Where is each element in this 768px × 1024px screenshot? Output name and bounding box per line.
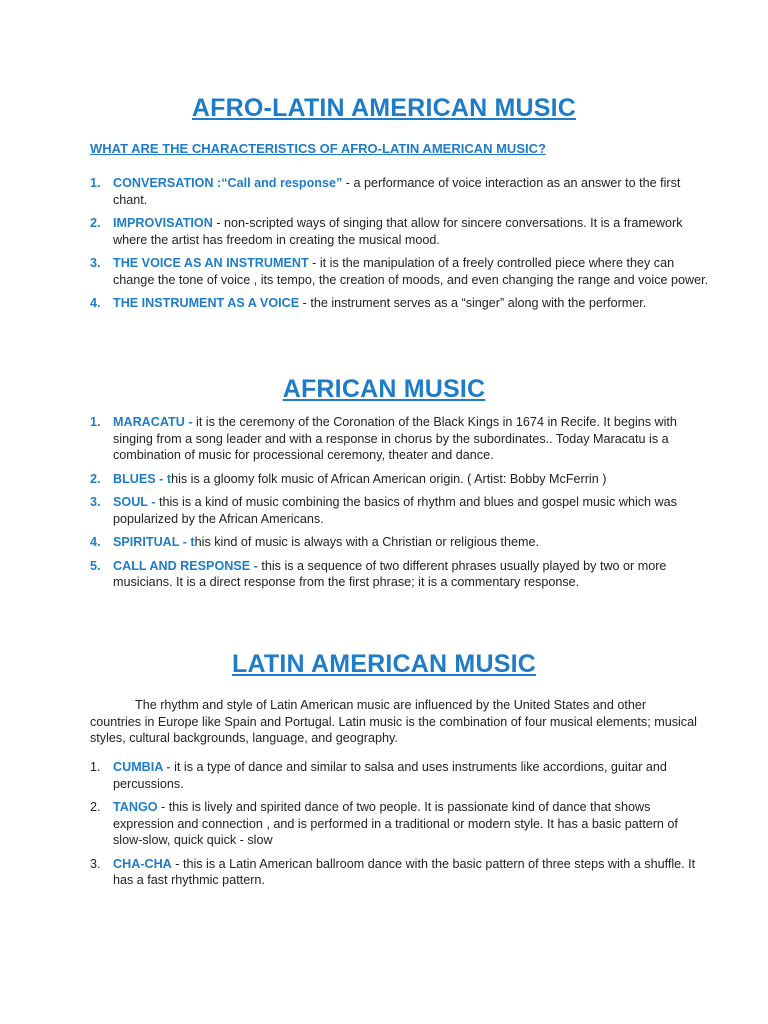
item-number: 2. bbox=[90, 800, 101, 814]
latin-american-music-title: LATIN AMERICAN MUSIC bbox=[232, 650, 536, 678]
item-number: 2. bbox=[90, 471, 101, 486]
item-number: 1. bbox=[90, 176, 101, 190]
item-term: THE INSTRUMENT AS A VOICE bbox=[113, 296, 300, 310]
latin-intro-paragraph: The rhythm and style of Latin American music are influenced by the United States and other countries in Europe like Spain and Portugal. Latin music is the combination of four musical elements; musical styles, cultural backgrounds, language, and geography. bbox=[90, 698, 697, 745]
item-number: 5. bbox=[90, 558, 101, 573]
list-item bbox=[90, 558, 710, 591]
list-item bbox=[90, 759, 710, 792]
item-text: this is a sequence of two different phrases usually played by two or more musicians. It is a direct response from the first phrase; it is a commentary response. bbox=[113, 558, 667, 589]
item-text: - a performance of voice interaction as an answer to the first chant. bbox=[113, 176, 681, 207]
item-text: - non-scripted ways of singing that allow for sincere conversations. It is a framework where the artist has freedom in creating the musical mood. bbox=[113, 216, 683, 247]
item-number: 1. bbox=[90, 415, 101, 429]
item-number: 4. bbox=[90, 535, 101, 549]
item-text: - it is the manipulation of a freely controlled piece where they can change the tone of voice , its tempo, the creation of moods, and even changing the range and voice power. bbox=[113, 256, 709, 287]
african-music-list bbox=[90, 414, 710, 591]
list-item bbox=[90, 856, 710, 889]
characteristics-question: WHAT ARE THE CHARACTERISTICS OF AFRO-LATIN AMERICAN MUSIC? bbox=[90, 141, 546, 156]
list-item bbox=[90, 255, 710, 288]
item-term: SPIRITUAL - t bbox=[113, 535, 195, 549]
item-term: THE VOICE AS AN INSTRUMENT bbox=[113, 256, 309, 270]
item-text: it is a type of dance and similar to salsa and uses instruments like accordions, guitar and percussions. bbox=[113, 760, 667, 791]
african-music-title: AFRICAN MUSIC bbox=[282, 375, 486, 403]
item-number: 1. bbox=[90, 760, 101, 774]
item-text: this is a kind of music combining the basics of rhythm and blues and gospel music which was popularized by the African Americans. bbox=[113, 495, 677, 526]
list-item bbox=[90, 471, 710, 488]
characteristics-list bbox=[90, 175, 710, 312]
item-number: 3. bbox=[90, 256, 101, 270]
list-item bbox=[90, 799, 710, 849]
item-text: - this is a Latin American ballroom dance with the basic pattern of three steps with a shuffle. It has a fast rhythmic pattern. bbox=[113, 856, 696, 887]
item-term: CONVERSATION :“Call and response” bbox=[113, 176, 343, 190]
latin-music-list bbox=[90, 759, 710, 889]
item-text: his kind of music is always with a Christian or religious theme. bbox=[194, 535, 540, 549]
list-item bbox=[90, 534, 710, 551]
item-term: SOUL - bbox=[113, 495, 159, 509]
item-number: 2. bbox=[90, 216, 101, 230]
item-text: - this is lively and spirited dance of two people. It is passionate kind of dance that shows expression and connection , and is performed in a traditional or modern style. It has a basic pattern of slow-slow, quick quick - slow bbox=[113, 800, 678, 847]
item-term: CALL AND RESPONSE - bbox=[113, 558, 262, 573]
item-text: - the instrument serves as a “singer” along with the performer. bbox=[299, 296, 647, 310]
list-item bbox=[90, 414, 710, 464]
item-term: CHA-CHA bbox=[113, 856, 172, 871]
list-item bbox=[90, 494, 710, 527]
item-term: BLUES - t bbox=[113, 471, 172, 486]
item-term: CUMBIA - bbox=[113, 760, 175, 774]
item-term: TANGO bbox=[113, 800, 158, 814]
list-item bbox=[90, 215, 710, 248]
item-text: it is the ceremony of the Coronation of the Black Kings in 1674 in Recife. It begins with singing from a song leader and with a response in chorus by the subordinates.. Today Maracatu is a combination of music for processional ceremony, theater and dance. bbox=[113, 415, 677, 462]
item-number: 3. bbox=[90, 495, 101, 509]
page-title: AFRO-LATIN AMERICAN MUSIC bbox=[191, 94, 577, 122]
item-term: IMPROVISATION bbox=[113, 216, 213, 230]
item-text: his is a gloomy folk music of African American origin. ( Artist: Bobby McFerrin ) bbox=[171, 471, 607, 486]
item-term: MARACATU - bbox=[113, 415, 197, 429]
item-number: 3. bbox=[90, 856, 101, 871]
list-item bbox=[90, 295, 710, 312]
list-item bbox=[90, 175, 710, 208]
item-number: 4. bbox=[90, 296, 101, 310]
